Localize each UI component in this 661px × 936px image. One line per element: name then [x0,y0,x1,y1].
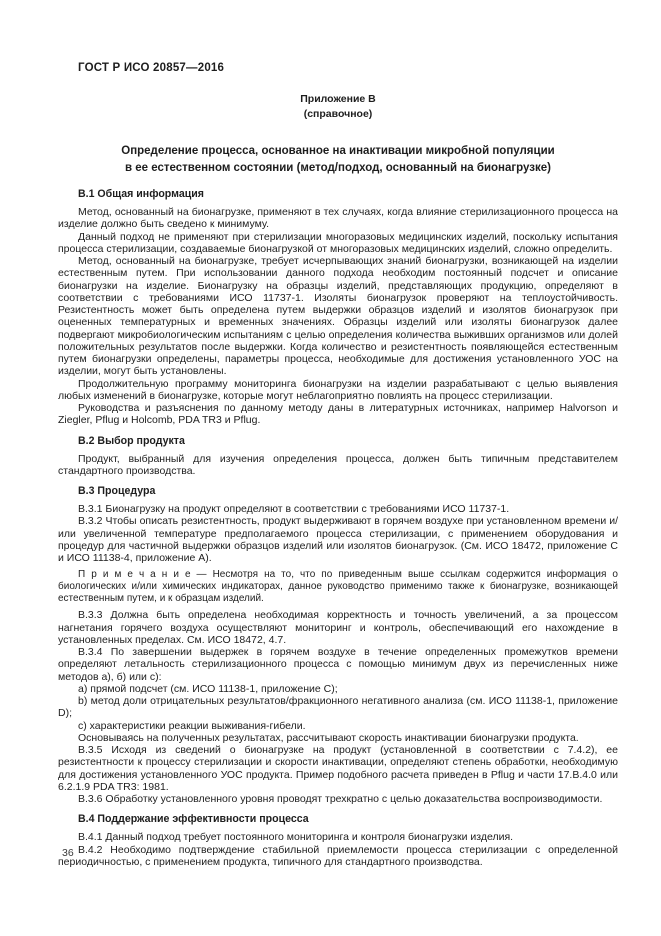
appendix-label: Приложение В [300,93,376,105]
appendix-block [58,92,618,121]
section-heading-b3: В.3 Процедура [78,485,156,497]
list-item-c: с) характеристики реакции выживания-гибели. [78,719,306,732]
paragraph-b36: В.3.6 Обработку установленного уровня проводят трехкратно с целью доказательства воспроизводимости. [78,793,603,806]
paragraph: Данный подход не применяют при стерилизации многоразовых медицинских изделий, поскольку испытания процесса стерилизации, создаваемые бионагрузкой от многоразовых медицинских изделий, сложно определить. [58,230,618,255]
document-title-line2: в ее естественном состоянии (метод/подход, основанный на бионагрузке) [124,161,552,174]
section-heading-b4: В.4 Поддержание эффективности процесса [78,813,309,826]
standard-code-header: ГОСТ Р ИСО 20857—2016 [78,62,225,74]
document-title-line1: Определение процесса, основанное на инактивации микробной популяции [121,145,555,157]
paragraph-b33: В.3.3 Должна быть определена необходимая корректность и точность увеличений, а за процессом нагнетания горячего воздуха осуществляют мониторинг и контроль, обеспечивающий его нахождение в установленных пределах. См. ИСО 18472, 4.7. [58,609,618,646]
paragraph-b34: В.3.4 По завершении выдержек в горячем воздухе в течение определенных промежутков времени определяют летальность стерилизационного процесса с помощью минимум двух из перечисленных ниже методов а), б) или с): [58,646,618,683]
appendix-type: (справочное) [303,107,373,120]
document-title [58,143,618,176]
paragraph-b42: В.4.2 Необходимо подтверждение стабильной приемлемости процесса стерилизации с определенной периодичностью, с применением продукта, типичного для стандартного производства. [58,843,618,868]
paragraph: Метод, основанный на бионагрузке, применяют в тех случаях, когда влияние стерилизационного процесса на изделие должно быть сведено к минимуму. [58,206,618,231]
section-heading-b2: В.2 Выбор продукта [78,434,185,447]
list-item-b: b) метод доли отрицательных результатов/фракционного негативного анализа (см. ИСО 11138-1, приложение D); [58,695,618,720]
paragraph: Метод, основанный на бионагрузке, требует исчерпывающих знаний бионагрузки, возникающей на изделии естественным путем. При использовании данного подхода необходим постоянный подсчет и описание бионагрузки на изделие. Бионагрузку на образцы изделий, представляющих продукцию, определяют в соответствии с требованиями ИСО 11737-1. Изоляты бионагрузок проверяют на теплоустойчивость. Резистентность может быть определена путем выдержки образцов изделий и изолятов бионагрузок при оцененных температурных и временных значениях. Образцы изделий или изоляты бионагрузок далее подвергают микробиологическим испытаниям с целью определения количества выживших организмов или долей положительных результатов после выдержки. Когда количество и резистентность появляющейся естественным путем бионагрузки определены, параметры процесса, необходимые для достижения установленного УОС на изделии, могут быть установлены. [58,255,618,378]
list-item-a: а) прямой подсчет (см. ИСО 11138-1, приложение С); [78,682,338,695]
paragraph: Руководства и разъяснения по данному методу даны в литературных источниках, например Halvorson и Ziegler, Pflug и Holcomb, PDA TR3 и Pflug. [58,402,618,427]
paragraph: Продукт, выбранный для изучения определения процесса, должен быть типичным представителем стандартного производства. [58,452,618,477]
paragraph: Продолжительную программу мониторинга бионагрузки на изделии разрабатывают с целью выявления любых изменений в бионагрузке, которые могут неблагоприятно повлиять на процесс стерилизации. [58,377,618,402]
paragraph-b31: В.3.1 Бионагрузку на продукт определяют в соответствии с требованиями ИСО 11737-1. [78,503,510,515]
paragraph-b32: В.3.2 Чтобы описать резистентность, продукт выдерживают в горячем воздухе при установленном времени и/или увеличенной температуре предполагаемого процесса стерилизации, с применением оборудования и процедур для частичной выдержки образцов изделий или изолятов бионагрузок. (См. ИСО 18472, приложение С и ИСО 11138-4, приложение А). [58,515,618,564]
paragraph-b35: В.3.5 Исходя из сведений о бионагрузке на продукт (установленной в соответствии с 7.4.2), ее резистентности к процессу стерилизации и скорости инактивации, определяют степень обработки, необходимую для достижения установленного УОС продукта. Пример подобного расчета приведен в Pflug и части 17.В.4.0 или 6.2.1.9 PDA TR3: 1981. [58,744,618,793]
note-paragraph: П р и м е ч а н и е — Несмотря на то, что по приведенным выше ссылкам содержится информация о биологических и/или химических индикаторах, данное руководство применимо также к бионагрузке, возникающей естественным путем, и к образцам изделий. [58,569,618,604]
paragraph-b41: В.4.1 Данный подход требует постоянного мониторинга и контроля бионагрузки изделия. [78,831,514,844]
paragraph-results: Основываясь на полученных результатах, рассчитывают скорость инактивации бионагрузки продукта. [78,731,579,744]
page-number: 36 [62,847,74,859]
section-heading-b1: В.1 Общая информация [78,188,204,200]
